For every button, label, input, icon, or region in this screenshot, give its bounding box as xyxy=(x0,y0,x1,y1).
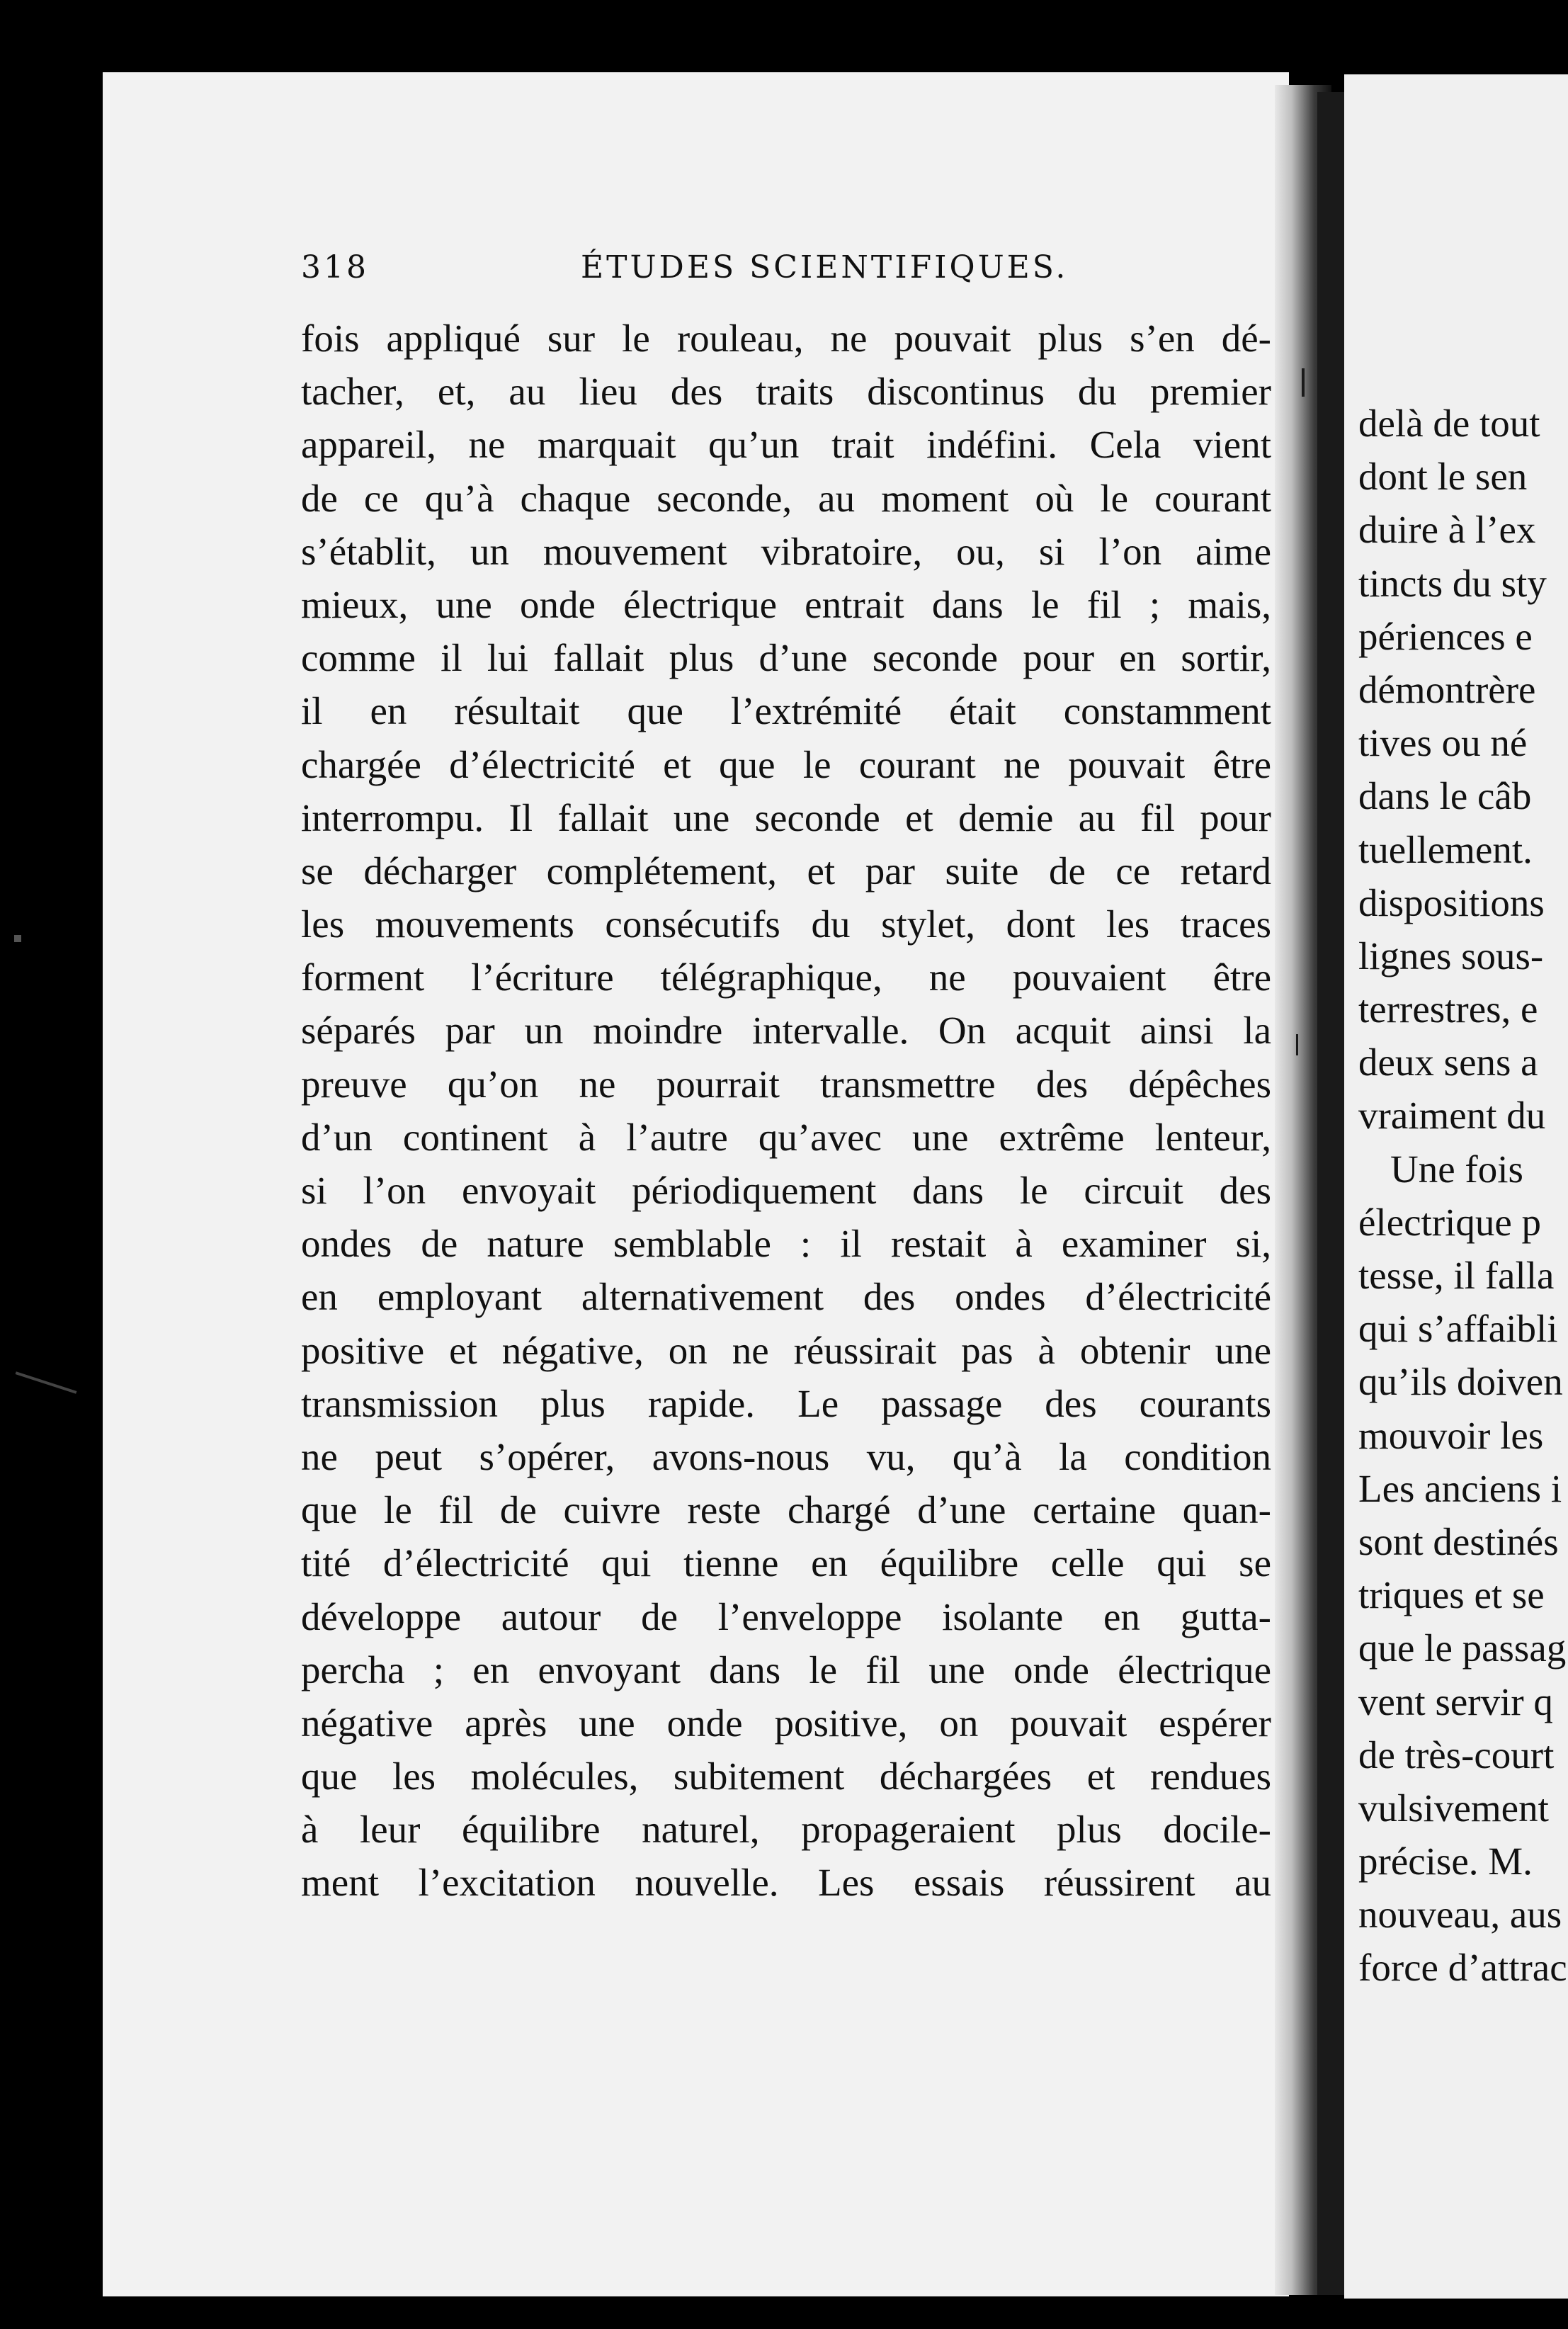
right-page-partial xyxy=(1344,74,1568,2299)
text-line: triques et se xyxy=(1358,1573,1545,1617)
text-line: tives ou né xyxy=(1358,721,1528,765)
text-line: appareil, ne marquait qu’un trait indéfini. Cela vient xyxy=(301,423,1271,467)
text-line: vraiment du xyxy=(1358,1094,1546,1138)
text-line: deux sens a xyxy=(1358,1041,1538,1084)
text-line: tacher, et, au lieu des traits discontinus du premier xyxy=(301,370,1271,414)
text-line: tesse, il falla xyxy=(1358,1254,1555,1297)
text-line: ondes de nature semblable : il restait à examiner si, xyxy=(301,1222,1271,1266)
text-line: que le passag xyxy=(1358,1626,1567,1670)
text-line: que les molécules, subitement déchargées et rendues xyxy=(301,1755,1271,1798)
text-line: tincts du sty xyxy=(1358,561,1547,605)
gutter-shadow xyxy=(1317,92,1346,2295)
left-page-body xyxy=(301,312,1271,1910)
text-line: preuve qu’on ne pourrait transmettre des dépêches xyxy=(301,1062,1271,1106)
text-line: qui s’affaibli xyxy=(1358,1307,1558,1351)
text-line: démontrère xyxy=(1358,667,1536,711)
text-line: de ce qu’à chaque seconde, au moment où le courant xyxy=(301,476,1271,520)
text-line: que le fil de cuivre reste chargé d’une certaine quan- xyxy=(301,1488,1271,1532)
text-line: d’un continent à l’autre qu’avec une extrême lenteur, xyxy=(301,1115,1271,1159)
text-line: forment l’écriture télégraphique, ne pouvaient être xyxy=(301,956,1271,999)
text-line: de très-court xyxy=(1358,1733,1555,1776)
text-line: nouveau, aus xyxy=(1358,1893,1562,1937)
text-line: sont destinés xyxy=(1358,1519,1559,1563)
text-line: négative après une onde positive, on pouvait espérer xyxy=(301,1701,1271,1745)
page-number: 318 xyxy=(301,249,369,285)
text-line: dans le câb xyxy=(1358,774,1532,818)
text-line: qu’ils doiven xyxy=(1358,1360,1563,1404)
text-line: séparés par un moindre intervalle. On acquit ainsi la xyxy=(301,1009,1271,1053)
text-line: en employant alternativement des ondes d’électricité xyxy=(301,1275,1271,1319)
text-line: tité d’électricité qui tienne en équilibre celle qui se xyxy=(301,1541,1271,1585)
running-head xyxy=(301,249,1278,292)
text-line: interrompu. Il fallait une seconde et demie au fil pour xyxy=(301,795,1271,839)
scan-speck xyxy=(14,935,21,942)
text-line: il en résultait que l’extrémité était constamment xyxy=(301,689,1271,733)
text-line: Les anciens i xyxy=(1358,1466,1562,1510)
text-line: périences e xyxy=(1358,614,1533,658)
text-line: force d’attrac xyxy=(1358,1946,1567,1990)
text-line: si l’on envoyait périodiquement dans le circuit des xyxy=(301,1169,1271,1212)
text-line: les mouvements consécutifs du stylet, dont les traces xyxy=(301,902,1271,946)
running-head-title: ÉTUDES SCIENTIFIQUES. xyxy=(581,249,1069,285)
text-line: percha ; en envoyant dans le fil une onde électrique xyxy=(301,1648,1271,1692)
text-line: transmission plus rapide. Le passage des courants xyxy=(301,1381,1271,1425)
text-line: s’établit, un mouvement vibratoire, ou, si l’on aime xyxy=(301,529,1271,573)
text-line: mieux, une onde électrique entrait dans le fil ; mais, xyxy=(301,582,1271,626)
text-line: vent servir q xyxy=(1358,1679,1553,1723)
text-line: mouvoir les xyxy=(1358,1413,1544,1457)
text-line: à leur équilibre naturel, propageraient plus docile- xyxy=(301,1808,1271,1852)
text-line: terrestres, e xyxy=(1358,987,1538,1031)
text-line: duire à l’ex xyxy=(1358,508,1536,552)
text-line: delà de tout xyxy=(1358,402,1540,445)
text-line: dispositions xyxy=(1358,880,1545,924)
text-line: ne peut s’opérer, avons-nous vu, qu’à la condition xyxy=(301,1434,1271,1478)
text-line: ment l’excitation nouvelle. Les essais réussirent au xyxy=(301,1861,1271,1905)
text-line: comme il lui fallait plus d’une seconde pour en sortir, xyxy=(301,636,1271,680)
text-line: électrique p xyxy=(1358,1200,1542,1244)
text-line: fois appliqué sur le rouleau, ne pouvait plus s’en dé- xyxy=(301,317,1271,360)
scan-speck xyxy=(1302,368,1305,397)
scan-speck xyxy=(1296,1034,1298,1055)
text-line: dont le sen xyxy=(1358,455,1528,499)
text-line: chargée d’électricité et que le courant ne pouvait être xyxy=(301,742,1271,786)
text-line: tuellement. xyxy=(1358,827,1533,871)
right-page-body xyxy=(1358,397,1568,1995)
text-line: lignes sous- xyxy=(1358,934,1544,978)
text-line: Une fois xyxy=(1390,1147,1523,1191)
text-line: positive et négative, on ne réussirait pas à obtenir une xyxy=(301,1328,1271,1372)
text-line: développe autour de l’enveloppe isolante en gutta- xyxy=(301,1594,1271,1638)
text-line: précise. M. xyxy=(1358,1840,1533,1883)
scan-speck xyxy=(16,1371,77,1394)
text-line: vulsivement xyxy=(1358,1786,1549,1830)
text-line: se décharger complétement, et par suite de ce retard xyxy=(301,849,1271,892)
scan-speck xyxy=(1321,135,1325,153)
